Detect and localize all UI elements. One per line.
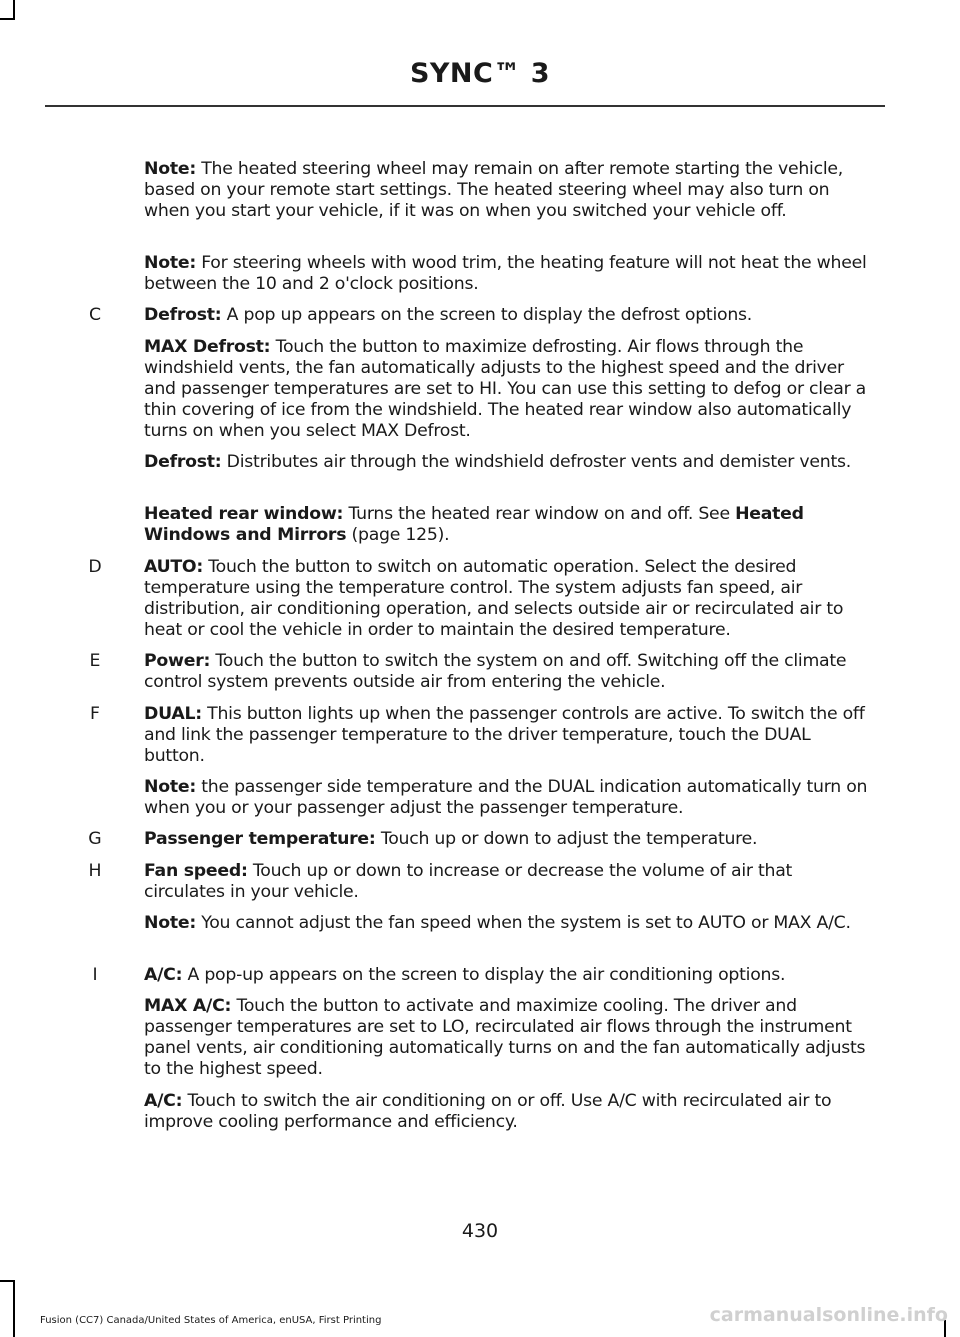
paragraph-label: Defrost:	[144, 305, 222, 325]
paragraph-label: Heated rear window:	[144, 504, 344, 524]
paragraph-label: Defrost:	[144, 452, 222, 472]
paragraph	[144, 1091, 876, 1133]
paragraph	[144, 159, 876, 222]
paragraph	[144, 996, 876, 1080]
paragraph	[144, 253, 876, 295]
item-marker: E	[89, 651, 101, 671]
paragraph-text: (page 125).	[346, 525, 450, 545]
paragraph	[144, 777, 876, 819]
crop-mark	[13, 0, 15, 20]
paragraph	[144, 452, 876, 473]
cross-reference-link[interactable]: Heated Windows and Mirrors	[144, 504, 804, 545]
paragraph-text: A pop-up appears on the screen to display the air conditioning options.	[182, 965, 786, 985]
page-title: SYNC™ 3	[409, 58, 551, 89]
paragraph-label: MAX A/C:	[144, 996, 232, 1016]
paragraph	[144, 913, 876, 934]
header-divider	[45, 105, 885, 107]
paragraph	[144, 965, 876, 986]
paragraph	[144, 861, 876, 903]
paragraph-text: Turns the heated rear window on and off. See	[343, 504, 736, 524]
paragraph-text: Touch to switch the air conditioning on or off. Use A/C with recirculated air to improve cooling performance and efficiency.	[144, 1091, 832, 1132]
footer-text: Fusion (CC7) Canada/United States of America, enUSA, First Printing	[40, 1315, 382, 1326]
item-marker: H	[88, 861, 102, 881]
paragraph-text: This button lights up when the passenger controls are active. To switch the off and link the passenger temperature to the driver temperature, touch the DUAL button.	[144, 704, 865, 766]
item-marker: F	[90, 704, 100, 724]
crop-mark	[0, 1280, 15, 1282]
paragraph-label: Fan speed:	[144, 861, 248, 881]
item-marker: D	[88, 557, 102, 577]
paragraph-text: A pop up appears on the screen to display the defrost options.	[221, 305, 753, 325]
paragraph-text: Distributes air through the windshield defroster vents and demister vents.	[221, 452, 851, 472]
paragraph-label: Note:	[144, 159, 196, 179]
item-marker: G	[88, 829, 102, 849]
paragraph	[144, 337, 876, 442]
paragraph-label: Note:	[144, 777, 196, 797]
paragraph-label: Note:	[144, 913, 196, 933]
paragraph-label: AUTO:	[144, 557, 204, 577]
paragraph-text: Touch up or down to adjust the temperature.	[375, 829, 758, 849]
paragraph-text: The heated steering wheel may remain on after remote starting the vehicle, based on your remote start settings. The heated steering wheel may also turn on when you start your vehicle, if it was on when you switched your vehicle off.	[144, 159, 844, 221]
paragraph-text: Touch the button to switch on automatic operation. Select the desired temperature using the temperature control. The system adjusts fan speed, air distribution, air conditioning operation, and selects outside air or recirculated air to heat or cool the vehicle in order to maintain the desired temperature.	[144, 557, 844, 640]
paragraph-text: Touch the button to maximize defrosting. Air flows through the windshield vents, the fan automatically adjusts to the highest speed and the driver and passenger temperatures are set to HI. You can use this setting to defog or clear a thin covering of ice from the windshield. The heated rear window also automatically turns on when you select MAX Defrost.	[144, 337, 867, 441]
paragraph-label: Note:	[144, 253, 196, 273]
paragraph	[144, 651, 876, 693]
paragraph-text: Touch up or down to increase or decrease the volume of air that circulates in your vehicle.	[144, 861, 793, 902]
crop-mark	[0, 18, 15, 20]
paragraph	[144, 704, 876, 767]
paragraph-label: Power:	[144, 651, 211, 671]
paragraph	[144, 829, 876, 850]
crop-mark	[13, 1280, 15, 1337]
paragraph-text: Touch the button to activate and maximize cooling. The driver and passenger temperatures are set to LO, recirculated air flows through the instrument panel vents, air conditioning automatically turns on and the fan automatically adjusts to the highest speed.	[144, 996, 866, 1079]
paragraph-label: DUAL:	[144, 704, 202, 724]
item-marker: I	[92, 965, 98, 985]
paragraph-text: You cannot adjust the fan speed when the system is set to AUTO or MAX A/C.	[195, 913, 851, 933]
paragraph-label: Passenger temperature:	[144, 829, 376, 849]
paragraph-text: For steering wheels with wood trim, the heating feature will not heat the wheel between the 10 and 2 o'clock positions.	[144, 253, 867, 294]
paragraph-text: the passenger side temperature and the DUAL indication automatically turn on when you or your passenger adjust the passenger temperature.	[144, 777, 868, 818]
paragraph-label: MAX Defrost:	[144, 337, 271, 357]
paragraph-text: Touch the button to switch the system on and off. Switching off the climate control system prevents outside air from entering the vehicle.	[144, 651, 847, 692]
paragraph	[144, 504, 876, 546]
item-marker: C	[88, 305, 102, 325]
paragraph	[144, 557, 876, 641]
paragraph-label: A/C:	[144, 965, 183, 985]
paragraph	[144, 305, 876, 326]
page-number: 430	[461, 1220, 499, 1242]
paragraph-label: A/C:	[144, 1091, 183, 1111]
watermark: carmanualsonline.info	[709, 1304, 948, 1326]
